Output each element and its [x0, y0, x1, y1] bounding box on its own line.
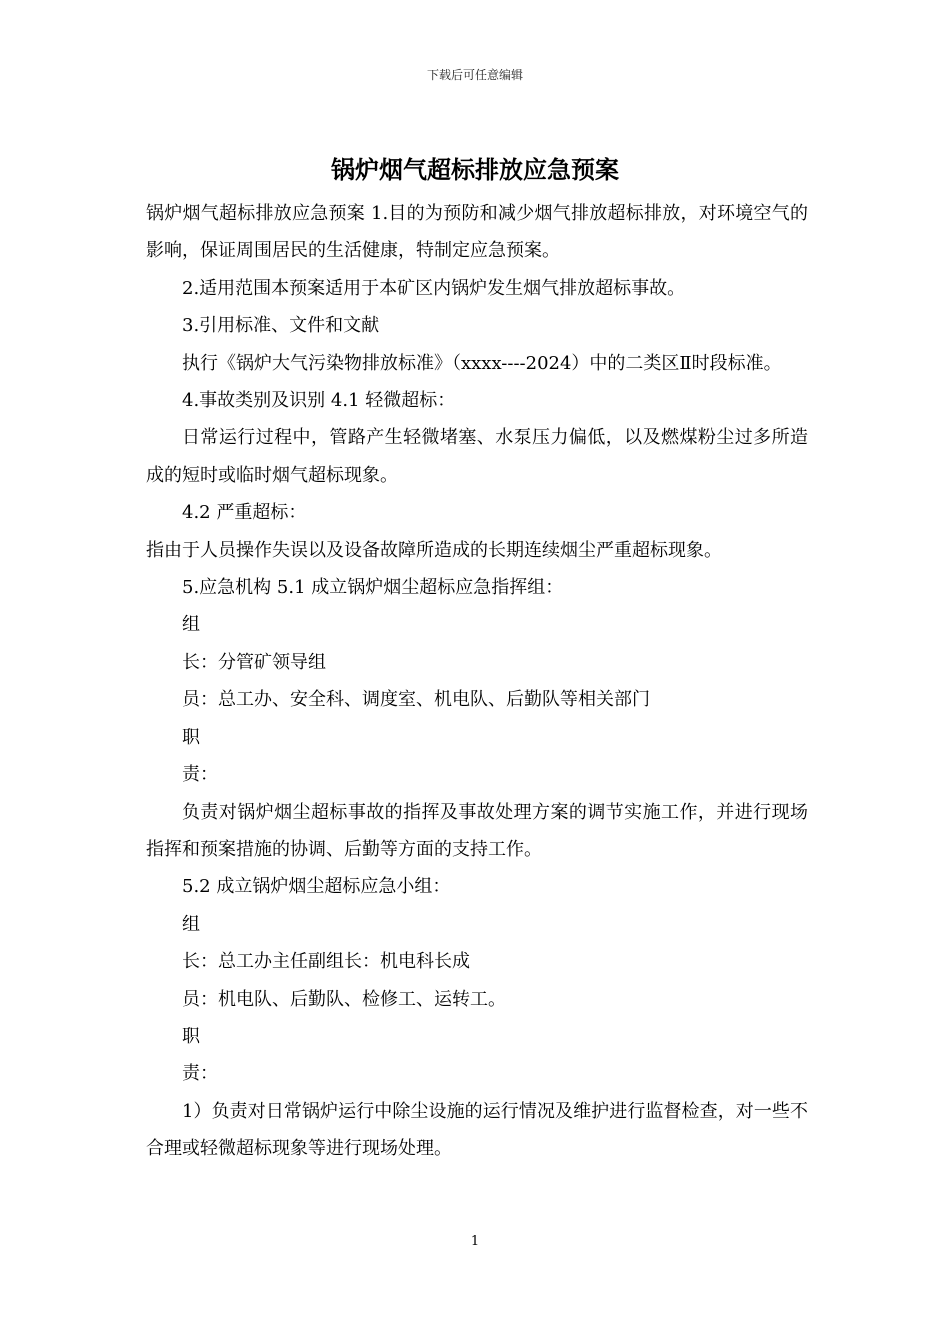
body-paragraph: 职: [182, 1025, 200, 1047]
body-paragraph: 4.事故类别及识别 4.1 轻微超标：: [182, 390, 456, 412]
body-paragraph: 组: [182, 614, 200, 636]
body-paragraph: 负责对锅炉烟尘超标事故的指挥及事故处理方案的调节实施工作，并进行现场指挥和预案措施的协调、后勤等方面的支持工作。: [146, 801, 808, 860]
body-paragraph: 职: [182, 726, 200, 748]
body-paragraph: 5.2 成立锅炉烟尘超标应急小组：: [182, 876, 451, 898]
page-header: 下载后可任意编辑: [426, 68, 523, 82]
document-title: 锅炉烟气超标排放应急预案: [331, 156, 619, 184]
body-paragraph: 执行《锅炉大气污染物排放标准》（xxxx----2024）中的二类区Ⅱ时段标准。: [182, 352, 782, 374]
body-paragraph: 指由于人员操作失误以及设备故障所造成的长期连续烟尘严重超标现象。: [146, 539, 722, 561]
body-paragraph: 5.应急机构 5.1 成立锅炉烟尘超标应急指挥组：: [182, 577, 564, 599]
document-body: [146, 195, 808, 1168]
body-paragraph: 3.引用标准、文件和文献: [182, 315, 380, 337]
body-paragraph: 锅炉烟气超标排放应急预案 1.目的为预防和减少烟气排放超标排放，对环境空气的影响，保证周围居民的生活健康，特制定应急预案。: [146, 203, 808, 262]
page-number: 1: [470, 1234, 480, 1249]
body-paragraph: 4.2 严重超标：: [182, 502, 307, 524]
body-paragraph: 长：分管矿领导组: [182, 651, 326, 673]
body-paragraph: 长：总工办主任副组长：机电科长成: [182, 951, 470, 973]
body-paragraph: 日常运行过程中，管路产生轻微堵塞、水泵压力偏低，以及燃煤粉尘过多所造成的短时或临时烟气超标现象。: [146, 427, 808, 486]
body-paragraph: 组: [182, 913, 200, 935]
body-paragraph: 员：总工办、安全科、调度室、机电队、后勤队等相关部门: [182, 689, 650, 711]
body-paragraph: 员：机电队、后勤队、检修工、运转工。: [182, 988, 506, 1010]
body-paragraph: 责：: [182, 1063, 218, 1085]
body-paragraph: 责：: [182, 764, 218, 786]
body-paragraph: 2.适用范围本预案适用于本矿区内锅炉发生烟气排放超标事故。: [182, 277, 686, 299]
body-paragraph: 1）负责对日常锅炉运行中除尘设施的运行情况及维护进行监督检查，对一些不合理或轻微超标现象等进行现场处理。: [146, 1100, 808, 1160]
